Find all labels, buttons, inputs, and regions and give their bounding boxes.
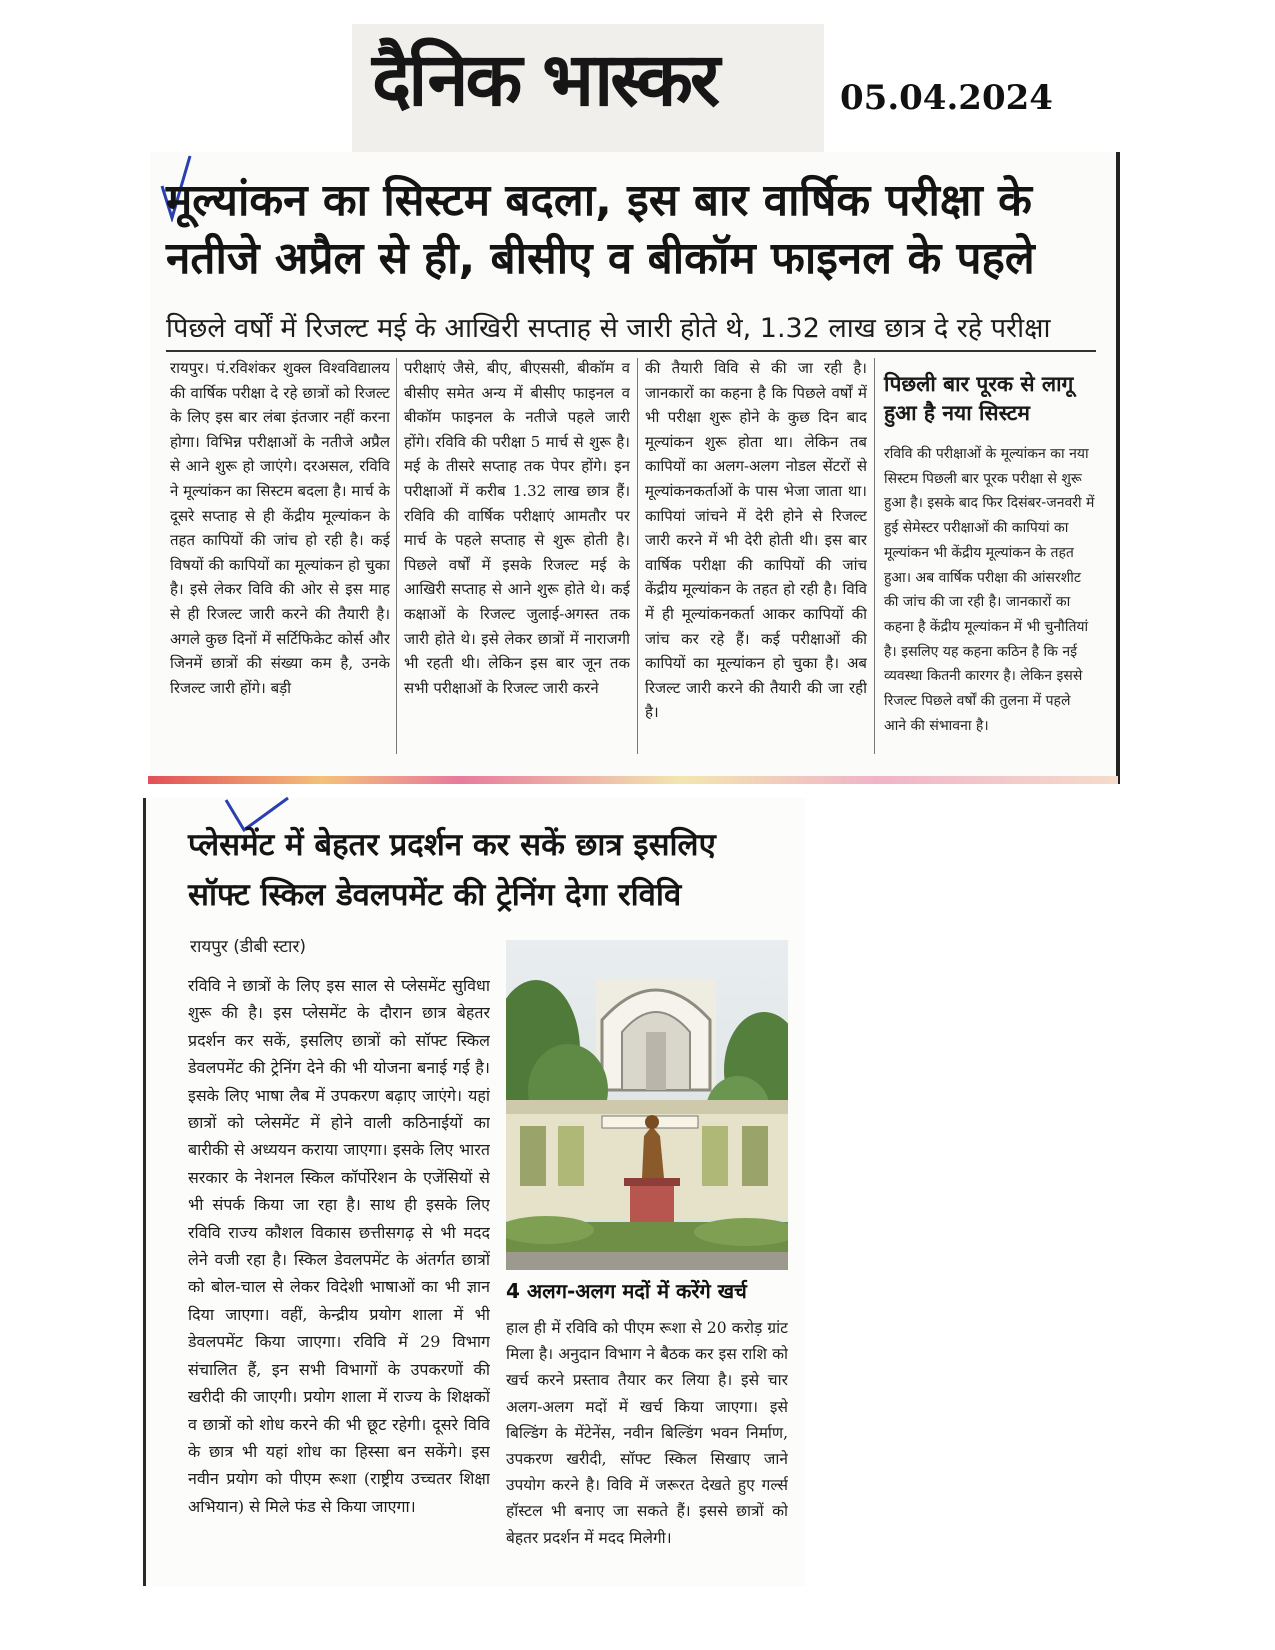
headline-line-1: मूल्यांकन का सिस्टम बदला, इस बार वार्षिक परीक्षा के: [166, 175, 1032, 226]
box-headline: 4 अलग-अलग मदों में करेंगे खर्च: [506, 1279, 747, 1303]
article-column-3: की तैयारी विवि से की जा रही है। जानकारों का कहना है कि पिछले वर्षों में भी परीक्षा शुरू होने के कुछ दिन बाद मूल्यांकन शुरू होता था। लेकिन तब कापियों का अलग-अलग नोडल सेंटरों से मूल्यांकनकर्ताओं के पास भेजा जाता था। कापियां जांचने में देरी होने से रिजल्ट जारी करने में भी देरी होती थी। इस बार वार्षिक परीक्षा की कापियों की जांच केंद्रीय मूल्यांकन के तहत हो रही है। विवि में ही मूल्यांकनकर्ता आकर कापियों की जांच कर रहे हैं। कई परीक्षाओं की कापियों का मूल्यांकन हो चुका है। अब रिजल्ट जारी करने की तैयारी की जा रही है।: [645, 359, 867, 722]
byline: रायपुर (डीबी स्टार): [190, 937, 307, 957]
university-building-photo: [506, 940, 788, 1270]
box-body: हाल ही में रविवि को पीएम रूशा से 20 करोड़ ग्रांट मिला है। अनुदान विभाग ने बैठक कर इस राशि को खर्च करने प्रस्ताव तैयार कर लिया है। इसे चार अलग-अलग मदों में खर्च किया जाएगा। इसे बिल्डिंग के मेंटेनेंस, नवीन बिल्डिंग भवन निर्माण, उपकरण खरीदी, सॉफ्ट स्किल सिखाए जाने उपयोग करने है। विवि में जरूरत देखते हुए गर्ल्स हॉस्टल भी बनाए जा सकते हैं। इससे छात्रों को बेहतर प्रदर्शन में मदद मिलेगी।: [506, 1319, 788, 1547]
clipping-torn-edge: [148, 776, 1118, 784]
column-divider: [637, 358, 638, 754]
sidebar-headline: पिछली बार पूरक से लागू हुआ है नया सिस्टम: [884, 372, 1074, 425]
newspaper-logo: दैनिक भास्कर: [372, 37, 718, 123]
clipping-date: 05.04.2024: [840, 78, 1053, 118]
sidebar-body: रविवि की परीक्षाओं के मूल्यांकन का नया सिस्टम पिछली बार पूरक परीक्षा से शुरू हुआ है। इसके बाद फिर दिसंबर-जनवरी में हुई सेमेस्टर परीक्षाओं की कापियां का मूल्यांकन भी केंद्रीय मूल्यांकन के तहत हुआ। अब वार्षिक परीक्षा की आंसरशीट की जांच की जा रही है। जानकारों का कहना है केंद्रीय मूल्यांकन में भी चुनौतियां है। इसलिए यह कहना कठिन है कि नई व्यवस्था कितनी कारगर है। लेकिन इससे रिजल्ट पिछले वर्षों की तुलना में पहले आने की संभावना है।: [884, 446, 1095, 734]
subheadline: पिछले वर्षों में रिजल्ट मई के आखिरी सप्ताह से जारी होते थे, 1.32 लाख छात्र दे रहे परीक्षा: [166, 313, 1051, 344]
column-divider: [396, 358, 397, 754]
headline-divider: [166, 350, 1096, 352]
article-body: रविवि ने छात्रों के लिए इस साल से प्लेसमेंट सुविधा शुरू की है। इस प्लेसमेंट के दौरान छात्र बेहतर प्रदर्शन कर सकें, इसलिए छात्रों को सॉफ्ट स्किल डेवलपमेंट की ट्रेनिंग देने की भी योजना बनाई गई है। इसके लिए भाषा लैब में उपकरण बढ़ाए जाएंगे। यहां छात्रों को प्लेसमेंट में होने वाली कठिनाईयों का बारीकी से अध्ययन कराया जाएगा। इसके लिए भारत सरकार के नेशनल स्किल कॉर्पोरेशन के एजेंसियों से भी संपर्क किया जा रहा है। साथ ही इसके लिए रविवि राज्य कौशल विकास छत्तीसगढ़ से भी मदद लेने वजी रहा है। स्किल डेवलपमेंट के अंतर्गत छात्रों को बोल-चाल से लेकर विदेशी भाषाओं का भी ज्ञान दिया जाएगा। वहीं, केन्द्रीय प्रयोग शाला में भी डेवलपमेंट किया जाएगा। रविवि में 29 विभाग संचालित हैं, इन सभी विभागों के उपकरणों की खरीदी की जाएगी। प्रयोग शाला में राज्य के शिक्षकों व छात्रों को शोध करने की भी छूट रहेगी। दूसरे विवि के छात्र भी यहां शोध का हिस्सा बन सकेंगे। इस नवीन प्रयोग को पीएम रूशा (राष्ट्रीय उच्चतर शिक्षा अभियान) से मिले फंड से किया जाएगा।: [188, 976, 490, 1516]
headline-line-1: प्लेसमेंट में बेहतर प्रदर्शन कर सकें छात्र इसलिए: [188, 827, 716, 863]
column-divider: [874, 358, 875, 754]
article-column-2: परीक्षाएं जैसे, बीए, बीएससी, बीकॉम व बीसीए समेत अन्य में बीसीए फाइनल व बीकॉम फाइनल के नतीजे पहले जारी होंगे। रविवि की परीक्षा 5 मार्च से शुरू है। मई के तीसरे सप्ताह तक पेपर होंगे। इन परीक्षाओं में करीब 1.32 लाख छात्र हैं। रविवि की वार्षिक परीक्षाएं आमतौर पर मार्च के पहले सप्ताह से शुरू होती है। पिछले वर्षों में इसके रिजल्ट मई के आखिरी सप्ताह से आने शुरू होते थे। कई कक्षाओं के रिजल्ट जुलाई-अगस्त तक जारी होते थे। इसे लेकर छात्रों में नाराजगी भी रहती थी। लेकिन इस बार जून तक सभी परीक्षाओं के रिजल्ट जारी करने: [404, 359, 630, 697]
article-column-1: रायपुर। पं.रविशंकर शुक्ल विश्वविद्यालय की वार्षिक परीक्षा दे रहे छात्रों को रिजल्ट के लिए इस बार लंबा इंतजार नहीं करना होगा। विभिन्न परीक्षाओं के नतीजे अप्रैल से आने शुरू हो जाएंगे। दरअसल, रविवि ने मूल्यांकन का सिस्टम बदला है। मार्च के दूसरे सप्ताह से ही केंद्रीय मूल्यांकन के तहत कापियों की जांच हो रही है। कई विषयों की कापियों का मूल्यांकन हो चुका है। इसे लेकर विवि की ओर से इस माह से ही रिजल्ट जारी करने की तैयारी है। अगले कुछ दिनों में सर्टिफिकेट कोर्स और जिनमें छात्रों की संख्या कम है, उनके रिजल्ट जारी होंगे। बड़ी: [170, 359, 390, 697]
building-photo-illustration: [506, 940, 788, 1270]
headline-line-2: सॉफ्ट स्किल डेवलपमेंट की ट्रेनिंग देगा रविवि: [188, 877, 682, 913]
headline-line-2: नतीजे अप्रैल से ही, बीसीए व बीकॉम फाइनल के पहले: [166, 233, 1035, 284]
